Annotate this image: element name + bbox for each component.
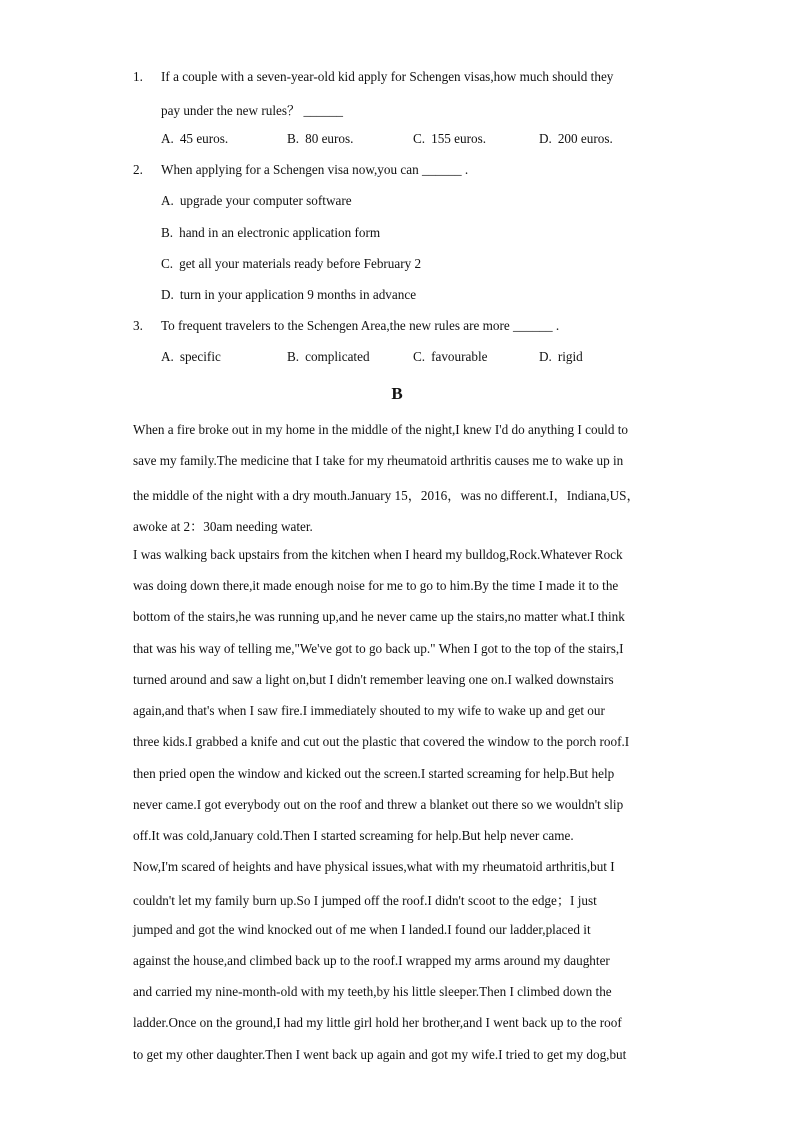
section-title: B [391, 384, 403, 403]
option-text: 200 euros. [557, 131, 613, 146]
passage-line: the middle of the night with a dry mouth.January 15，2016，was no different.I，Indiana,US， [133, 488, 640, 503]
option-c[interactable] [413, 131, 486, 147]
option-c[interactable] [413, 349, 487, 365]
passage-line: turned around and saw a light on,but I didn't remember leaving one on.I walked downstairs [133, 672, 614, 687]
passage-line: never came.I got everybody out on the roof and threw a blanket out there so we wouldn't slip [133, 797, 624, 812]
option-letter: D. [161, 287, 174, 302]
option-letter: A. [161, 349, 174, 364]
option-d[interactable] [539, 349, 583, 365]
option-text: turn in your application 9 months in advance [179, 287, 417, 302]
passage-line: off.It was cold,January cold.Then I started screaming for help.But help never came. [133, 828, 574, 843]
option-letter: D. [539, 131, 552, 146]
question-text: When applying for a Schengen visa now,you can ______ . [161, 162, 469, 177]
passage-line: against the house,and climbed back up to the roof.I wrapped my arms around my daughter [133, 953, 610, 968]
passage-line: couldn't let my family burn up.So I jumped off the roof.I didn't scoot to the edge；I just [133, 893, 597, 908]
option-text: 80 euros. [305, 131, 354, 146]
option-letter: B. [161, 225, 174, 240]
passage-line: jumped and got the wind knocked out of me when I landed.I found our ladder,placed it [133, 922, 591, 937]
option-letter: C. [413, 349, 426, 364]
question-1-line-2: pay under the new rules？ ______ [161, 103, 344, 118]
option-a[interactable] [161, 349, 221, 365]
option-letter: B. [287, 349, 300, 364]
option-a[interactable] [161, 193, 352, 209]
question-number: 1. [133, 69, 143, 84]
passage-line: that was his way of telling me,"We've got to go back up." When I got to the top of the stairs,I [133, 641, 624, 656]
option-text: upgrade your computer software [179, 193, 352, 208]
option-letter: D. [539, 349, 552, 364]
option-d[interactable] [161, 287, 416, 303]
question-number: 3. [133, 318, 143, 333]
option-text: 45 euros. [179, 131, 229, 146]
passage-line: bottom of the stairs,he was running up,and he never came up the stairs,no matter what.I think [133, 609, 625, 624]
option-c[interactable] [161, 256, 421, 272]
passage-line: Now,I'm scared of heights and have physical issues,what with my rheumatoid arthritis,but I [133, 859, 615, 874]
passage-line: save my family.The medicine that I take for my rheumatoid arthritis causes me to wake up in [133, 453, 624, 468]
passage-line: then pried open the window and kicked out the screen.I started screaming for help.But help [133, 766, 615, 781]
option-text: complicated [305, 349, 370, 364]
question-text: To frequent travelers to the Schengen Area,the new rules are more ______ . [161, 318, 560, 333]
passage-line: When a fire broke out in my home in the middle of the night,I knew I'd do anything I could to [133, 422, 628, 437]
option-letter: B. [287, 131, 300, 146]
passage-line: and carried my nine-month-old with my teeth,by his little sleeper.Then I climbed down the [133, 984, 612, 999]
question-text: If a couple with a seven-year-old kid apply for Schengen visas,how much should they [161, 69, 614, 84]
passage-line: again,and that's when I saw fire.I immediately shouted to my wife to wake up and get our [133, 703, 605, 718]
option-letter: A. [161, 193, 174, 208]
question-2-line-1 [133, 162, 468, 178]
passage-line: awoke at 2：30am needing water. [133, 519, 313, 534]
option-b[interactable] [287, 131, 353, 147]
option-a[interactable] [161, 131, 228, 147]
question-1-line-1 [133, 69, 613, 85]
option-b[interactable] [161, 225, 380, 241]
option-letter: C. [413, 131, 426, 146]
passage-line: I was walking back upstairs from the kitchen when I heard my bulldog,Rock.Whatever Rock [133, 547, 623, 562]
option-text: get all your materials ready before February 2 [179, 256, 422, 271]
option-text: rigid [557, 349, 583, 364]
option-letter: A. [161, 131, 174, 146]
passage-line: ladder.Once on the ground,I had my little girl hold her brother,and I went back up to the roof [133, 1015, 622, 1030]
passage-line: to get my other daughter.Then I went back up again and got my wife.I tried to get my dog,but [133, 1047, 627, 1062]
passage-line: was doing down there,it made enough noise for me to go to him.By the time I made it to the [133, 578, 619, 593]
option-letter: C. [161, 256, 174, 271]
option-d[interactable] [539, 131, 613, 147]
question-number: 2. [133, 162, 143, 177]
option-text: specific [179, 349, 221, 364]
passage-line: three kids.I grabbed a knife and cut out the plastic that covered the window to the porch roof.I [133, 734, 630, 749]
option-b[interactable] [287, 349, 370, 365]
option-text: favourable [431, 349, 488, 364]
question-3-line-1 [133, 318, 559, 334]
option-text: hand in an electronic application form [179, 225, 381, 240]
option-text: 155 euros. [431, 131, 487, 146]
